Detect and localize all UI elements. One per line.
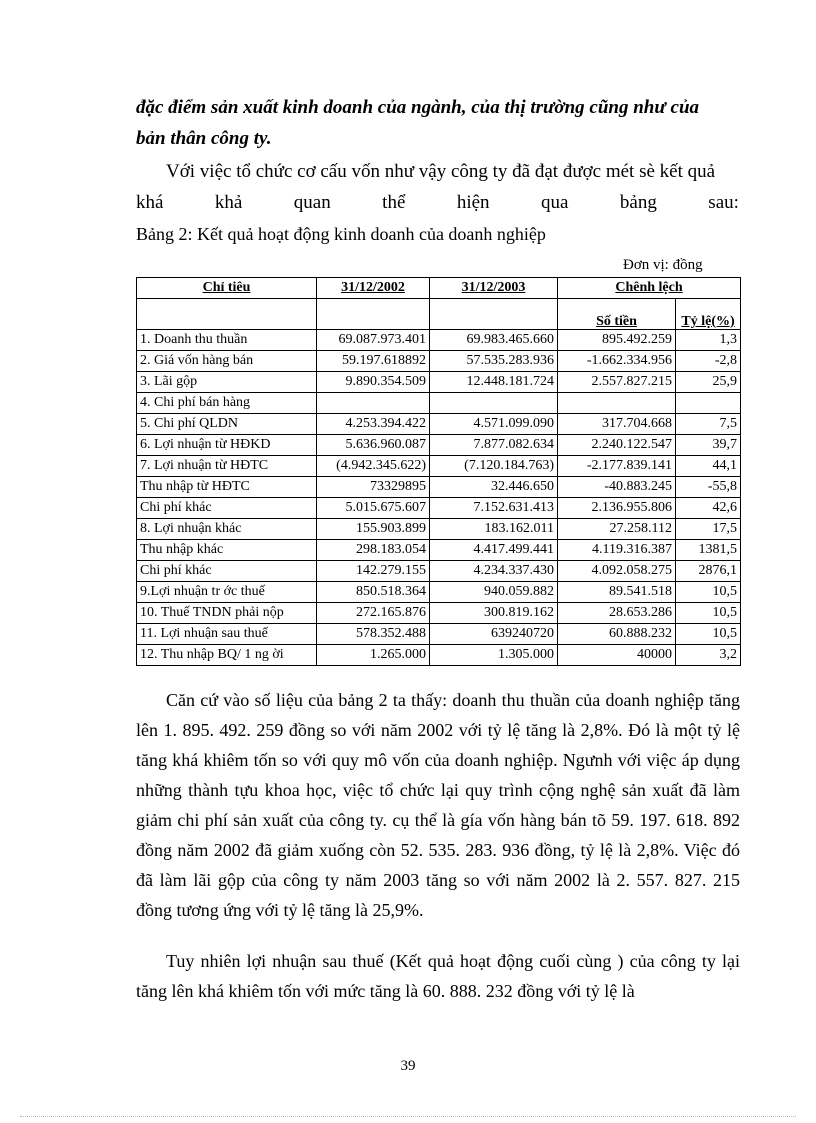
header-2002: 31/12/2002 xyxy=(317,278,430,299)
table-row xyxy=(137,645,741,666)
row-value-2002: 1.265.000 xyxy=(317,645,430,666)
row-difference: 28.653.286 xyxy=(558,603,676,624)
table-row xyxy=(137,582,741,603)
row-label: 3. Lãi gộp xyxy=(137,372,317,393)
page-number: 39 xyxy=(400,1058,416,1074)
row-value-2002: 298.183.054 xyxy=(317,540,430,561)
table-row xyxy=(137,624,741,645)
row-label: 6. Lợi nhuận từ HĐKD xyxy=(137,435,317,456)
row-difference: 317.704.668 xyxy=(558,414,676,435)
table-row xyxy=(137,561,741,582)
table-row xyxy=(137,540,741,561)
table-body xyxy=(137,330,741,666)
results-table xyxy=(136,277,741,666)
row-difference: 895.492.259 xyxy=(558,330,676,351)
row-value-2003: 7.877.082.634 xyxy=(430,435,558,456)
row-difference: 2.557.827.215 xyxy=(558,372,676,393)
row-difference: 4.092.058.275 xyxy=(558,561,676,582)
intro-line-1: Với việc tổ chức cơ cấu vốn như vậy công ty đã đạt được mét sè kết quả xyxy=(166,161,716,182)
row-label: Thu nhập khác xyxy=(137,540,317,561)
table-row xyxy=(137,519,741,540)
row-difference: -1.662.334.956 xyxy=(558,351,676,372)
table-row xyxy=(137,351,741,372)
row-ratio: 3,2 xyxy=(676,645,741,666)
row-value-2003: 7.152.631.413 xyxy=(430,498,558,519)
header-blank xyxy=(317,299,430,330)
paragraph-2: Tuy nhiên lợi nhuận sau thuế (Kết quả hoạt động cuối cùng ) của công ty lại tăng lên khá khiêm tốn với mức tăng là 60. 888. 232 đồng với tỷ lệ là xyxy=(136,951,740,1001)
header-blank xyxy=(137,299,317,330)
row-value-2003: 4.234.337.430 xyxy=(430,561,558,582)
heading-line-2: bản thân công ty. xyxy=(136,128,272,149)
row-value-2003: 4.417.499.441 xyxy=(430,540,558,561)
header-blank xyxy=(430,299,558,330)
table-row xyxy=(137,414,741,435)
row-label: 9.Lợi nhuận tr ớc thuế xyxy=(137,582,317,603)
table-row xyxy=(137,456,741,477)
row-value-2002: 142.279.155 xyxy=(317,561,430,582)
row-difference: 60.888.232 xyxy=(558,624,676,645)
header-ratio: Tỷ lệ(%) xyxy=(676,299,741,330)
row-label: 8. Lợi nhuận khác xyxy=(137,519,317,540)
row-difference: 2.240.122.547 xyxy=(558,435,676,456)
row-ratio: 17,5 xyxy=(676,519,741,540)
row-value-2002: (4.942.345.622) xyxy=(317,456,430,477)
row-label: Chi phí khác xyxy=(137,498,317,519)
row-value-2002: 5.015.675.607 xyxy=(317,498,430,519)
row-value-2003 xyxy=(430,393,558,414)
row-label: 4. Chi phí bán hàng xyxy=(137,393,317,414)
table-row xyxy=(137,477,741,498)
row-value-2002: 155.903.899 xyxy=(317,519,430,540)
row-value-2002: 69.087.973.401 xyxy=(317,330,430,351)
row-value-2003: 69.983.465.660 xyxy=(430,330,558,351)
table-row xyxy=(137,330,741,351)
heading-line-1: đặc điểm sản xuất kinh doanh của ngành, của thị trường cũng như của xyxy=(136,97,700,118)
row-value-2003: 639240720 xyxy=(430,624,558,645)
row-label: 7. Lợi nhuận từ HĐTC xyxy=(137,456,317,477)
row-value-2002: 9.890.354.509 xyxy=(317,372,430,393)
table-unit: Đơn vị: đồng xyxy=(623,257,703,273)
paragraph-1: Căn cứ vào số liệu của bảng 2 ta thấy: doanh thu thuần của doanh nghiệp tăng lên 1. 895. 492. 259 đồng so với năm 2002 với tỷ lệ tăng là 2,8%. Đó là một tỷ lệ tăng khá khiêm tốn so với quy mô vốn của doanh nghiệp. Ngưnh với việc áp dụng những thành tựu khoa học, việc tổ chức lại quy trình cộng nghệ sản xuất đã làm giảm chi phí sản xuất của công ty. cụ thể là gía vốn hàng bán tõ 59. 197. 618. 892 đồng năm 2002 đã giảm xuống còn 52. 535. 283. 936 đồng, tỷ lệ là 2,8%. Việc đó đã làm lãi gộp của công ty năm 2003 tăng so với năm 2002 là 2. 557. 827. 215 đồng tương ứng với tỷ lệ tăng là 25,9%. xyxy=(136,690,740,920)
row-ratio: 10,5 xyxy=(676,582,741,603)
row-ratio: 7,5 xyxy=(676,414,741,435)
row-ratio: 42,6 xyxy=(676,498,741,519)
row-value-2002: 578.352.488 xyxy=(317,624,430,645)
row-label: Chi phí khác xyxy=(137,561,317,582)
intro-word: qua xyxy=(541,192,569,213)
row-value-2002 xyxy=(317,393,430,414)
row-ratio: 1,3 xyxy=(676,330,741,351)
row-value-2003: 32.446.650 xyxy=(430,477,558,498)
row-label: 10. Thuế TNDN phải nộp xyxy=(137,603,317,624)
row-ratio: 1381,5 xyxy=(676,540,741,561)
footer-divider xyxy=(20,1116,796,1117)
row-value-2003: 4.571.099.090 xyxy=(430,414,558,435)
row-value-2002: 59.197.618892 xyxy=(317,351,430,372)
row-label: Thu nhập từ HĐTC xyxy=(137,477,317,498)
row-difference xyxy=(558,393,676,414)
row-value-2002: 850.518.364 xyxy=(317,582,430,603)
row-ratio: 25,9 xyxy=(676,372,741,393)
row-ratio: 39,7 xyxy=(676,435,741,456)
row-value-2003: 12.448.181.724 xyxy=(430,372,558,393)
row-label: 2. Giá vốn hàng bán xyxy=(137,351,317,372)
row-difference: 40000 xyxy=(558,645,676,666)
intro-word: quan xyxy=(293,192,331,213)
row-value-2003: 183.162.011 xyxy=(430,519,558,540)
row-value-2003: 300.819.162 xyxy=(430,603,558,624)
row-difference: 27.258.112 xyxy=(558,519,676,540)
row-label: 12. Thu nhập BQ/ 1 ng ời xyxy=(137,645,317,666)
row-value-2003: (7.120.184.763) xyxy=(430,456,558,477)
row-difference: -2.177.839.141 xyxy=(558,456,676,477)
row-value-2002: 5.636.960.087 xyxy=(317,435,430,456)
row-value-2002: 73329895 xyxy=(317,477,430,498)
header-difference: Chênh lệch xyxy=(558,278,741,299)
table-row xyxy=(137,393,741,414)
row-value-2002: 272.165.876 xyxy=(317,603,430,624)
header-amount: Số tiền xyxy=(558,299,676,330)
row-label: 1. Doanh thu thuần xyxy=(137,330,317,351)
row-label: 11. Lợi nhuận sau thuế xyxy=(137,624,317,645)
row-ratio: -2,8 xyxy=(676,351,741,372)
row-difference: 2.136.955.806 xyxy=(558,498,676,519)
intro-word: bảng xyxy=(619,192,657,213)
intro-word: khả xyxy=(214,192,243,213)
row-difference: 4.119.316.387 xyxy=(558,540,676,561)
row-difference: 89.541.518 xyxy=(558,582,676,603)
row-ratio: 10,5 xyxy=(676,603,741,624)
table-row xyxy=(137,435,741,456)
row-ratio: -55,8 xyxy=(676,477,741,498)
row-value-2003: 1.305.000 xyxy=(430,645,558,666)
row-ratio: 10,5 xyxy=(676,624,741,645)
row-ratio xyxy=(676,393,741,414)
intro-word: sau: xyxy=(708,192,739,213)
row-value-2003: 57.535.283.936 xyxy=(430,351,558,372)
row-label: 5. Chi phí QLDN xyxy=(137,414,317,435)
intro-word: thể xyxy=(382,192,406,213)
table-caption: Bảng 2: Kết quả hoạt động kinh doanh của doanh nghiệp xyxy=(136,224,546,244)
row-difference: -40.883.245 xyxy=(558,477,676,498)
table-row xyxy=(137,498,741,519)
table-row xyxy=(137,372,741,393)
header-2003: 31/12/2003 xyxy=(430,278,558,299)
row-value-2002: 4.253.394.422 xyxy=(317,414,430,435)
header-indicator: Chỉ tiêu xyxy=(137,278,317,299)
table-row xyxy=(137,603,741,624)
row-ratio: 44,1 xyxy=(676,456,741,477)
intro-line-2 xyxy=(136,192,739,214)
intro-word: khá xyxy=(136,192,164,213)
row-value-2003: 940.059.882 xyxy=(430,582,558,603)
row-ratio: 2876,1 xyxy=(676,561,741,582)
intro-word: hiện xyxy=(456,192,490,213)
